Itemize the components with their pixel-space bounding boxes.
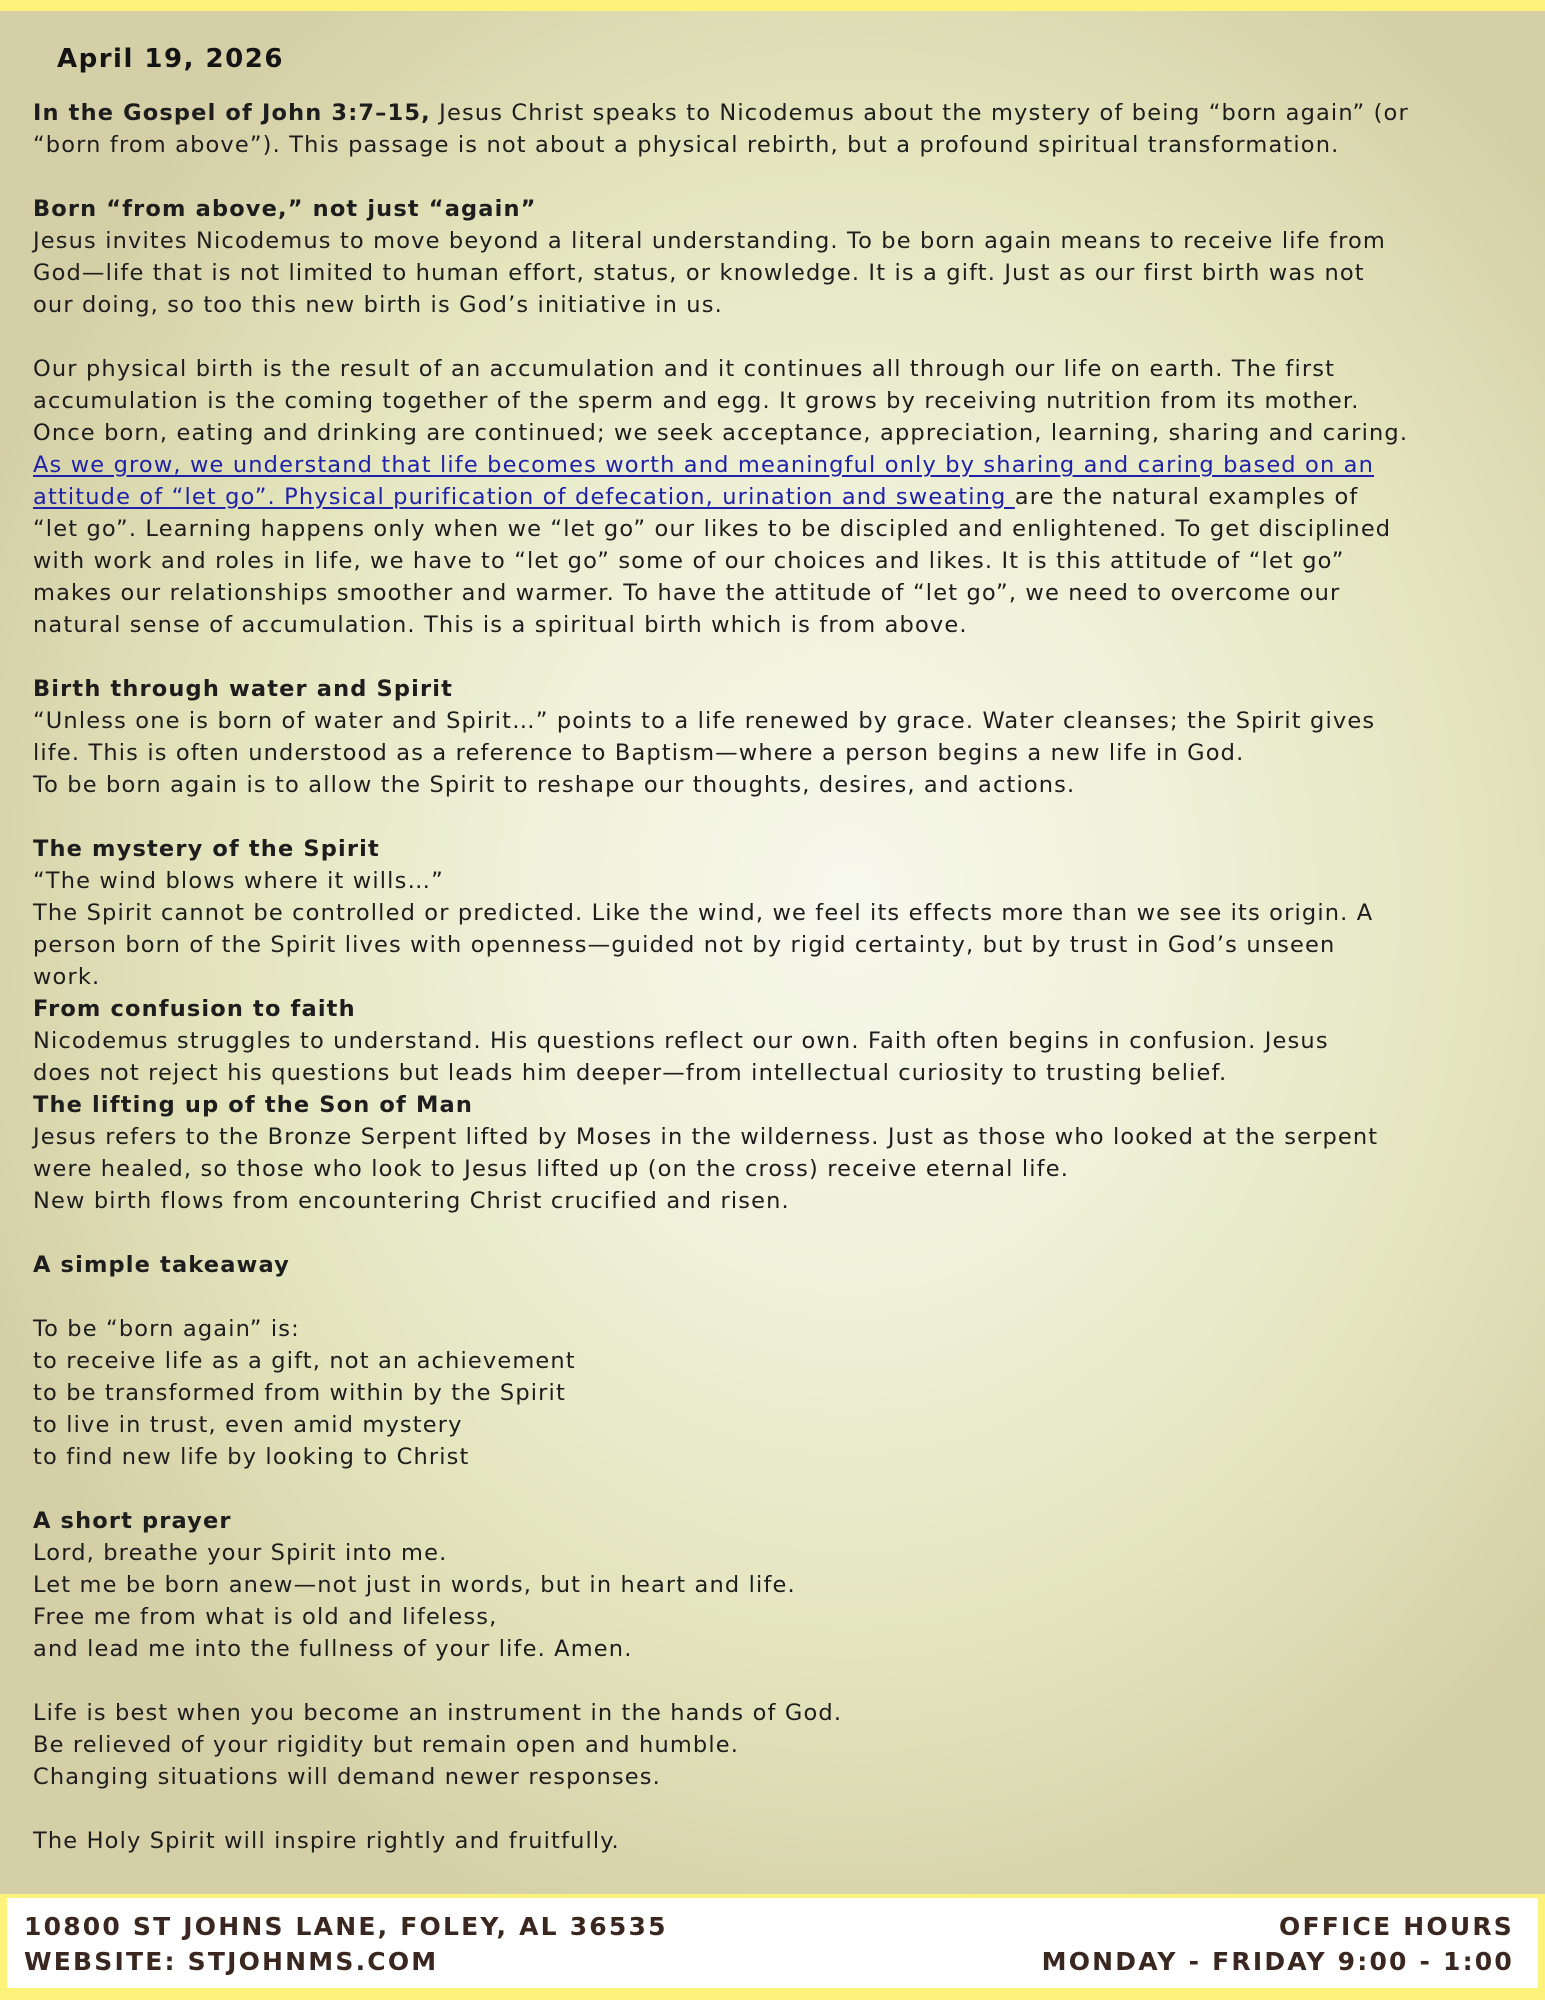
footer-website[interactable]: WEBSITE: STJOHNMS.COM xyxy=(24,1947,439,1976)
office-hours: MONDAY - FRIDAY 9:00 - 1:00 xyxy=(1041,1947,1514,1976)
body-line: makes our relationships smoother and warmer. To have the attitude of “let go”, we need to overcome our xyxy=(33,580,1341,606)
highlighted-link-text[interactable]: As we grow, we understand that life becomes worth and meaningful only by sharing and caring based on an xyxy=(33,452,1375,478)
body-line: accumulation is the coming together of the sperm and egg. It grows by receiving nutrition from its mother. xyxy=(33,388,1360,414)
body-line: To be “born again” is: xyxy=(33,1316,300,1342)
body-line xyxy=(33,449,1513,481)
body-line: “let go”. Learning happens only when we “let go” our likes to be discipled and enlightened. To get disciplined xyxy=(33,516,1392,542)
body-line: our doing, so too this new birth is God’s initiative in us. xyxy=(33,292,723,318)
prayer-line: Free me from what is old and lifeless, xyxy=(33,1604,498,1630)
section-heading: The mystery of the Spirit xyxy=(33,836,380,862)
body-line: Our physical birth is the result of an accumulation and it continues all through our life on earth. The first xyxy=(33,356,1336,382)
body-line: Once born, eating and drinking are continued; we seek acceptance, appreciation, learning, sharing and caring. xyxy=(33,420,1409,446)
body-line: natural sense of accumulation. This is a spiritual birth which is from above. xyxy=(33,612,968,638)
section-heading: From confusion to faith xyxy=(33,996,356,1022)
body-line: Changing situations will demand newer responses. xyxy=(33,1764,661,1790)
footer-panel xyxy=(7,1898,1538,1988)
body-line: person born of the Spirit lives with openness—guided not by rigid certainty, but by trust in God’s unseen xyxy=(33,932,1336,958)
body-line: To be born again is to allow the Spirit to reshape our thoughts, desires, and actions. xyxy=(33,772,1076,798)
body-line: Jesus refers to the Bronze Serpent lifted by Moses in the wilderness. Just as those who looked at the serpent xyxy=(33,1124,1379,1150)
body-line: Nicodemus struggles to understand. His questions reflect our own. Faith often begins in confusion. Jesus xyxy=(33,1028,1329,1054)
body-line: were healed, so those who look to Jesus lifted up (on the cross) receive eternal life. xyxy=(33,1156,1070,1182)
section-heading: Birth through water and Spirit xyxy=(33,676,454,702)
footer xyxy=(0,1894,1545,2000)
intro-paragraph xyxy=(33,97,1513,129)
highlighted-link-text[interactable]: attitude of “let go”. Physical purification of defecation, urination and sweating xyxy=(33,484,1015,510)
footer-address: 10800 ST JOHNS LANE, FOLEY, AL 36535 xyxy=(24,1912,668,1941)
section-heading: A short prayer xyxy=(33,1508,232,1534)
body-line: The Spirit cannot be controlled or predicted. Like the wind, we feel its effects more than we see its origin. A xyxy=(33,900,1374,926)
body-line: Be relieved of your rigidity but remain open and humble. xyxy=(33,1732,740,1758)
body-line: Jesus invites Nicodemus to move beyond a literal understanding. To be born again means to receive life from xyxy=(33,228,1386,254)
body-text: are the natural examples of xyxy=(1014,484,1359,510)
body-line: God—life that is not limited to human effort, status, or knowledge. It is a gift. Just as our first birth was not xyxy=(33,260,1365,286)
prayer-line: Lord, breathe your Spirit into me. xyxy=(33,1540,448,1566)
section-heading: The lifting up of the Son of Man xyxy=(33,1092,473,1118)
intro-line: “born from above”). This passage is not about a physical rebirth, but a profound spiritual transformation. xyxy=(33,132,1340,158)
closing-line: The Holy Spirit will inspire rightly and fruitfully. xyxy=(33,1828,620,1854)
body-line: life. This is often understood as a reference to Baptism—where a person begins a new life in God. xyxy=(33,740,1245,766)
body-line: work. xyxy=(33,964,101,990)
takeaway-item: to be transformed from within by the Spirit xyxy=(33,1380,566,1406)
body-line: does not reject his questions but leads him deeper—from intellectual curiosity to trusting belief. xyxy=(33,1060,1228,1086)
body-line: New birth flows from encountering Christ crucified and risen. xyxy=(33,1188,790,1214)
prayer-line: Let me be born anew—not just in words, but in heart and life. xyxy=(33,1572,796,1598)
body-line: “Unless one is born of water and Spirit…” points to a life renewed by grace. Water cleanses; the Spirit gives xyxy=(33,708,1376,734)
section-heading: Born “from above,” not just “again” xyxy=(33,196,537,222)
intro-lead: In the Gospel of John 3:7–15, xyxy=(33,100,431,126)
office-hours-label: OFFICE HOURS xyxy=(1279,1912,1514,1941)
reflection-body xyxy=(33,97,1513,1857)
intro-text: Jesus Christ speaks to Nicodemus about the mystery of being “born again” (or xyxy=(430,100,1409,126)
section-heading: A simple takeaway xyxy=(33,1252,290,1278)
body-line xyxy=(33,481,1513,513)
top-accent-bar xyxy=(0,0,1545,11)
takeaway-item: to receive life as a gift, not an achievement xyxy=(33,1348,576,1374)
prayer-line: and lead me into the fullness of your life. Amen. xyxy=(33,1636,633,1662)
takeaway-item: to live in trust, even amid mystery xyxy=(33,1412,463,1438)
body-line: Life is best when you become an instrument in the hands of God. xyxy=(33,1700,843,1726)
body-line: “The wind blows where it wills…” xyxy=(33,868,444,894)
body-line: with work and roles in life, we have to “let go” some of our choices and likes. It is this attitude of “let go” xyxy=(33,548,1345,574)
bulletin-date: April 19, 2026 xyxy=(57,44,284,74)
takeaway-item: to find new life by looking to Christ xyxy=(33,1444,470,1470)
